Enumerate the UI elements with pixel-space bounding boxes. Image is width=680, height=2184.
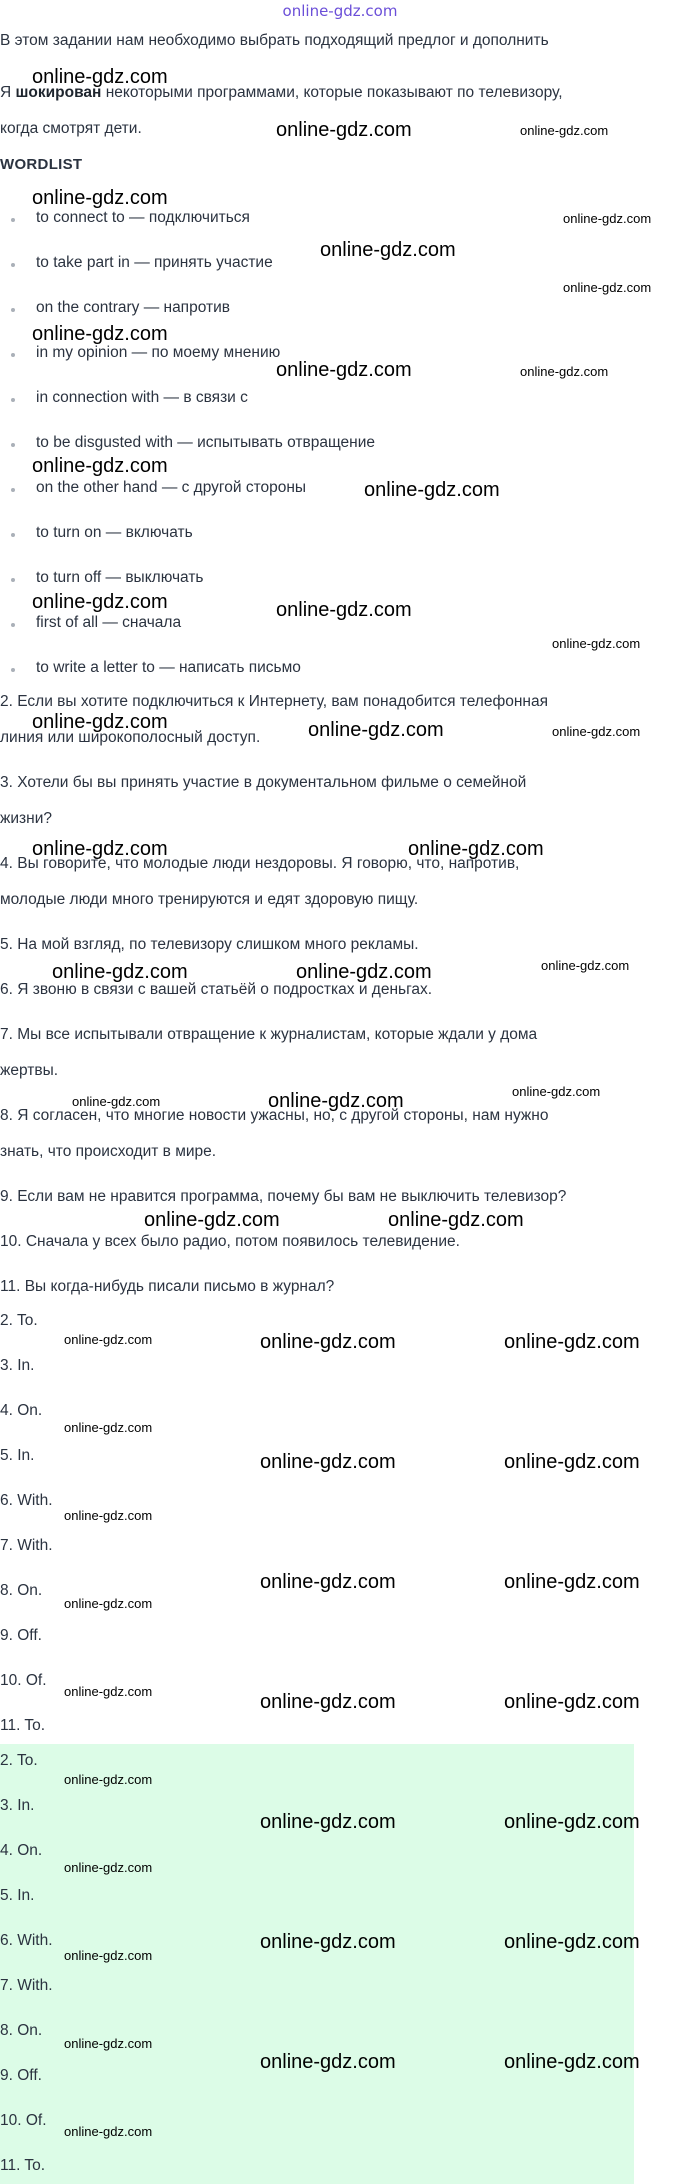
wordlist-heading: WORDLIST bbox=[0, 156, 83, 173]
watermark: online-gdz.com bbox=[563, 211, 652, 226]
watermark: online-gdz.com bbox=[260, 1331, 396, 1353]
watermark: online-gdz.com bbox=[32, 66, 168, 88]
watermark: online-gdz.com bbox=[64, 2124, 153, 2139]
watermark: online-gdz.com bbox=[260, 1691, 396, 1713]
wordlist-item: in connection with — в связи с bbox=[12, 389, 248, 407]
sentence-7-line-2: жертвы. bbox=[0, 1062, 59, 1079]
watermark: online-gdz.com bbox=[504, 1931, 640, 1953]
watermark: online-gdz.com bbox=[64, 2036, 153, 2051]
watermark: online-gdz.com bbox=[260, 1931, 396, 1953]
answer-item: 11. To. bbox=[0, 2157, 46, 2174]
answer-item: 6. With. bbox=[0, 1932, 53, 1949]
answers-highlight-panel bbox=[0, 1744, 634, 2184]
watermark: online-gdz.com bbox=[64, 1508, 153, 1523]
watermark: online-gdz.com bbox=[32, 711, 168, 733]
watermark: online-gdz.com bbox=[276, 359, 412, 381]
sentence-2-line-2: линия или широкополосный доступ. bbox=[0, 729, 261, 746]
sentence-4-line-2: молодые люди много тренируются и едят здоровую пищу. bbox=[0, 891, 419, 908]
answer-item: 5. In. bbox=[0, 1887, 35, 1904]
watermark: online-gdz.com bbox=[388, 1209, 524, 1231]
watermark: online-gdz.com bbox=[504, 1331, 640, 1353]
sentence-11: 11. Вы когда-нибудь писали письмо в журнал? bbox=[0, 1278, 335, 1295]
sentence-7-line-1: 7. Мы все испытывали отвращение к журналистам, которые ждали у дома bbox=[0, 1026, 538, 1043]
answer-item: 5. In. bbox=[0, 1447, 35, 1464]
answer-item: 4. On. bbox=[0, 1842, 43, 1859]
watermark: online-gdz.com bbox=[32, 591, 168, 613]
wordlist-item: to take part in — принять участие bbox=[12, 254, 273, 272]
watermark: online-gdz.com bbox=[512, 1084, 601, 1099]
answer-item: 3. In. bbox=[0, 1357, 35, 1374]
site-logo[interactable]: online-gdz.com bbox=[282, 2, 398, 20]
watermark: online-gdz.com bbox=[32, 838, 168, 860]
watermark: online-gdz.com bbox=[144, 1209, 280, 1231]
watermark: online-gdz.com bbox=[64, 1772, 153, 1787]
watermark: online-gdz.com bbox=[408, 838, 544, 860]
answer-item: 6. With. bbox=[0, 1492, 53, 1509]
watermark: online-gdz.com bbox=[504, 2051, 640, 2073]
answer-item: 10. Of. bbox=[0, 1672, 47, 1689]
watermark: online-gdz.com bbox=[552, 636, 641, 651]
watermark: online-gdz.com bbox=[504, 1811, 640, 1833]
answer-item: 2. To. bbox=[0, 1312, 38, 1329]
sentence-9: 9. Если вам не нравится программа, почему бы вам не выключить телевизор? bbox=[0, 1188, 567, 1205]
example-line-2: когда смотрят дети. bbox=[0, 120, 142, 137]
wordlist-item: to connect to — подключиться bbox=[12, 209, 250, 227]
sentence-5: 5. На мой взгляд, по телевизору слишком много рекламы. bbox=[0, 936, 419, 953]
wordlist-item: to write a letter to — написать письмо bbox=[12, 659, 301, 677]
sentence-8-line-1: 8. Я согласен, что многие новости ужасны, но, с другой стороны, нам нужно bbox=[0, 1107, 549, 1124]
watermark: online-gdz.com bbox=[260, 1571, 396, 1593]
example-bold-word: шокирован bbox=[15, 84, 102, 101]
watermark: online-gdz.com bbox=[260, 1451, 396, 1473]
sentence-4-line-1: 4. Вы говорите, что молодые люди нездоровы. Я говорю, что, напротив, bbox=[0, 855, 520, 872]
sentence-2-line-1: 2. Если вы хотите подключиться к Интернету, вам понадобится телефонная bbox=[0, 693, 548, 710]
watermark: online-gdz.com bbox=[520, 123, 609, 138]
answer-item: 8. On. bbox=[0, 2022, 43, 2039]
watermark: online-gdz.com bbox=[296, 961, 432, 983]
answer-item: 9. Off. bbox=[0, 2067, 42, 2084]
sentence-8-line-2: знать, что происходит в мире. bbox=[0, 1143, 217, 1160]
watermark: online-gdz.com bbox=[64, 1684, 153, 1699]
watermark: online-gdz.com bbox=[64, 1860, 153, 1875]
answer-item: 3. In. bbox=[0, 1797, 35, 1814]
answer-item: 9. Off. bbox=[0, 1627, 42, 1644]
intro-text: В этом задании нам необходимо выбрать подходящий предлог и дополнить bbox=[0, 32, 549, 49]
watermark: online-gdz.com bbox=[320, 239, 456, 261]
answer-item: 7. With. bbox=[0, 1537, 53, 1554]
answer-item: 8. On. bbox=[0, 1582, 43, 1599]
watermark: online-gdz.com bbox=[260, 1811, 396, 1833]
watermark: online-gdz.com bbox=[72, 1094, 161, 1109]
watermark: online-gdz.com bbox=[308, 719, 444, 741]
sentence-3-line-2: жизни? bbox=[0, 810, 52, 827]
wordlist-item: on the contrary — напротив bbox=[12, 299, 230, 317]
example-post: некоторыми программами, которые показывают по телевизору, bbox=[101, 84, 563, 101]
example-pre: Я bbox=[0, 84, 16, 101]
watermark: online-gdz.com bbox=[260, 2051, 396, 2073]
watermark: online-gdz.com bbox=[541, 958, 630, 973]
sentence-3-line-1: 3. Хотели бы вы принять участие в документальном фильме о семейной bbox=[0, 774, 527, 791]
answer-item: 2. To. bbox=[0, 1752, 38, 1769]
answer-item: 10. Of. bbox=[0, 2112, 47, 2129]
watermark: online-gdz.com bbox=[520, 364, 609, 379]
watermark: online-gdz.com bbox=[64, 1948, 153, 1963]
wordlist-item: to turn off — выключать bbox=[12, 569, 204, 587]
watermark: online-gdz.com bbox=[563, 280, 652, 295]
watermark: online-gdz.com bbox=[64, 1332, 153, 1347]
watermark: online-gdz.com bbox=[276, 119, 412, 141]
watermark: online-gdz.com bbox=[276, 599, 412, 621]
answer-item: 4. On. bbox=[0, 1402, 43, 1419]
wordlist-item: in my opinion — по моему мнению bbox=[12, 344, 280, 362]
watermark: online-gdz.com bbox=[32, 323, 168, 345]
answer-item: 7. With. bbox=[0, 1977, 53, 1994]
sentence-10: 10. Сначала у всех было радио, потом появилось телевидение. bbox=[0, 1233, 460, 1250]
answer-item: 11. To. bbox=[0, 1717, 46, 1734]
watermark: online-gdz.com bbox=[52, 961, 188, 983]
wordlist-item: to turn on — включать bbox=[12, 524, 193, 542]
watermark: online-gdz.com bbox=[504, 1691, 640, 1713]
watermark: online-gdz.com bbox=[64, 1420, 153, 1435]
watermark: online-gdz.com bbox=[268, 1090, 404, 1112]
sentence-6: 6. Я звоню в связи с вашей статьёй о подростках и деньгах. bbox=[0, 981, 433, 998]
wordlist-item: first of all — сначала bbox=[12, 614, 181, 632]
watermark: online-gdz.com bbox=[552, 724, 641, 739]
watermark: online-gdz.com bbox=[32, 455, 168, 477]
watermark: online-gdz.com bbox=[504, 1451, 640, 1473]
wordlist-item: to be disgusted with — испытывать отвращение bbox=[12, 434, 375, 452]
watermark: online-gdz.com bbox=[364, 479, 500, 501]
watermark: online-gdz.com bbox=[64, 1596, 153, 1611]
wordlist-item: on the other hand — с другой стороны bbox=[12, 479, 306, 497]
watermark: online-gdz.com bbox=[32, 187, 168, 209]
watermark: online-gdz.com bbox=[504, 1571, 640, 1593]
